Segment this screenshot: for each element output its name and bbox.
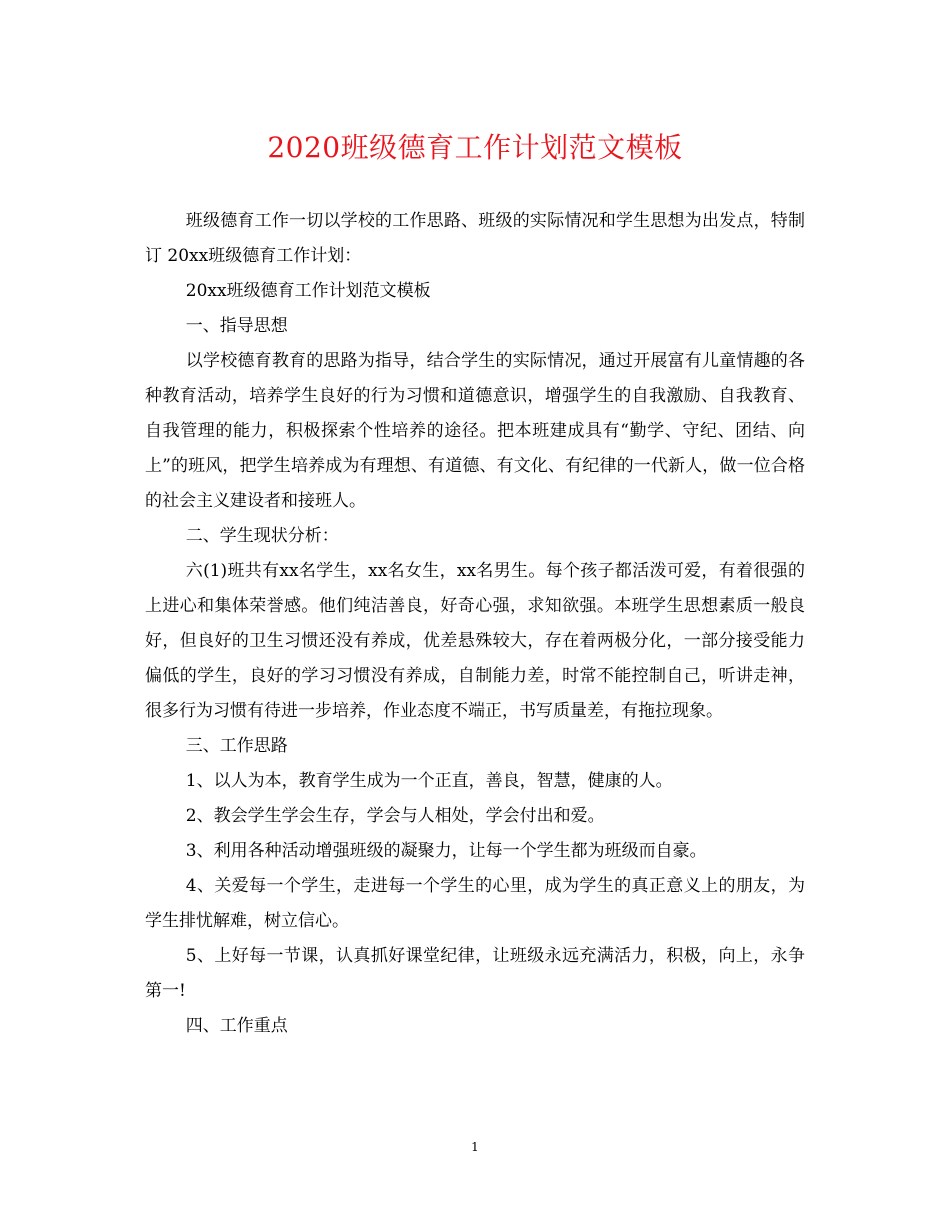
guiding-ideology-paragraph: 以学校德育教育的思路为指导，结合学生的实际情况，通过开展富有儿童情趣的各种教育活动，培养学生良好的行为习惯和道德意识，增强学生的自我激励、自我教育、自我管理的能力，积极探索个性培养的途径。把本班建成具有“勤学、守纪、团结、向上”的班风，把学生培养成为有理想、有道德、有文化、有纪律的一代新人，做一位合格的社会主义建设者和接班人。 (145, 351, 805, 511)
work-approach-item-2: 2、教会学生学会生存，学会与人相处，学会付出和爱。 (185, 806, 605, 826)
section-heading-work-focus: 四、工作重点 (185, 1016, 288, 1036)
intro-paragraph: 班级德育工作一切以学校的工作思路、班级的实际情况和学生思想为出发点，特制订 20xx班级德育工作计划： (145, 211, 805, 266)
section-heading-work-approach: 三、工作思路 (185, 736, 288, 756)
section-heading-guiding-ideology: 一、指导思想 (185, 316, 288, 336)
work-approach-item-1: 1、以人为本，教育学生成为一个正直，善良，智慧，健康的人。 (185, 771, 673, 791)
section-heading-student-analysis: 二、学生现状分析： (185, 526, 339, 546)
work-approach-item-4: 4、关爱每一个学生，走进每一个学生的心里，成为学生的真正意义上的朋友，为学生排忧解难，树立信心。 (145, 876, 805, 931)
student-analysis-paragraph: 六(1)班共有xx名学生，xx名女生，xx名男生。每个孩子都活泼可爱，有着很强的上进心和集体荣誉感。他们纯洁善良，好奇心强，求知欲强。本班学生思想素质一般良好，但良好的卫生习惯还没有养成，优差悬殊较大，存在着两极分化，一部分接受能力偏低的学生，良好的学习习惯没有养成，自制能力差，时常不能控制自己，听讲走神，很多行为习惯有待进一步培养，作业态度不端正，书写质量差，有拖拉现象。 (145, 561, 805, 721)
document-title: 2020班级德育工作计划范文模板 (267, 131, 683, 164)
subtitle-line: 20xx班级德育工作计划范文模板 (185, 281, 431, 301)
work-approach-item-5: 5、上好每一节课，认真抓好课堂纪律，让班级永远充满活力，积极，向上，永争第一! (145, 946, 805, 1001)
document-body (145, 204, 805, 1044)
work-approach-item-3: 3、利用各种活动增强班级的凝聚力，让每一个学生都为班级而自豪。 (185, 841, 707, 861)
page-number: 1 (471, 1140, 479, 1154)
